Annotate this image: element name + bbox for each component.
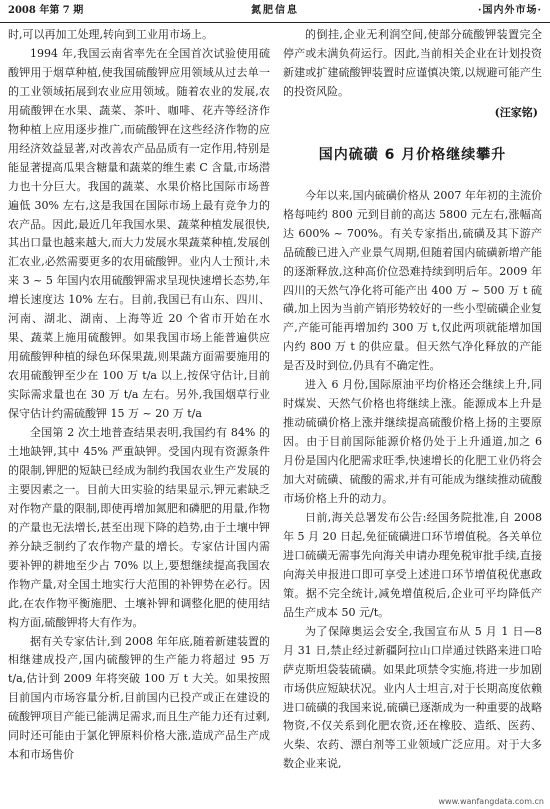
left-column — [8, 26, 270, 809]
paragraph: 1994 年,我国云南省率先在全国首次试验使用硫酸钾用于烟草种植,使我国硫酸钾应用领域从过去单一的工业领域拓展到农业应用领域。随着农业的发展,农用硫酸钾在水果、蔬菜、茶叶、咖啡、花卉等经济作物种植上应用逐步推广,而硫酸钾在这些经济作物的应用经济效益显著,对改善农产品品质有一定作用,特别是能显著提高瓜果含糖量和蔬菜的维生素 C 含量,市场潜力也十分巨大。我国的蔬菜、水果价格比国际市场普遍低 30% 左右,这是我国在国际市场上最有竞争力的农产品。因此,最近几年我国水果、蔬菜种植发展很快,其出口量也越来越大,而大力发展水果蔬菜种植,发展创汇农业,必然需要更多的农用硫酸钾。业内人士预计,未来 3 ~ 5 年国内农用硫酸钾需求呈现快速增长态势,年增长速度达 10% 左右。目前,我国已有山东、四川、河南、湖北、湖南、上海等近 20 个省市开始在水果、蔬菜上施用硫酸钾。如果我国市场上能普遍供应用硫酸钾种植的绿色环保果蔬,则果蔬方面需要施用的农用硫酸钾至少在 100 万 t/a 以上,按保守估计,目前实际需求量也在 30 万 t/a 左右。另外,我国烟草行业保守估计约需硫酸钾 15 万 ~ 20 万 t/a — [8, 46, 270, 421]
right-column — [283, 26, 542, 809]
section-name: ·国内外市场· — [478, 5, 542, 16]
page-header — [0, 0, 550, 23]
paragraph: 据有关专家估计,到 2008 年年底,随着新建装置的相继建成投产,国内硫酸钾的生产能力将超过 95 万 t/a,估计到 2009 年将突破 100 万 t 大关。如果按照目前国内市场容量分析,目前国内已投产或正在建设的硫酸钾项目产能已能满足需求,而且生产能力还有过剩,同时还可能由于氯化钾原料价格大涨,造成产品生产成本和市场售价 — [8, 634, 270, 762]
author-byline: (汪家铭) — [494, 105, 538, 119]
paragraph: 时,可以再加工处理,转向到工业用市场上。 — [8, 28, 213, 41]
watermark: www.wanfangdata.com.cn — [438, 797, 544, 806]
paragraph: 日前,海关总署发布公告:经国务院批准,自 2008 年 5 月 20 日起,免征硫磺进口环节增值税。各关单位进口硫磺无需事先向海关申请办理免税审批手续,直接向海关申报进口即可享受上述进口环节增值税优惠政策。据不完全统计,减免增值税后,企业可平均降低产品生产成本 50 元/t。 — [283, 510, 542, 619]
journal-name: 氮肥信息 — [251, 5, 299, 16]
paragraph: 全国第 2 次土地普查结果表明,我国约有 84% 的土地缺钾,其中 45% 严重缺钾。受国内现有资源条件的限制,钾肥的短缺已经成为制约我国农业生产发展的主要因素之一。目前大田实验的结果显示,钾元素缺乏对作物产量的限制,即使再增加氮肥和磷肥的用量,作物的产量也无法增长,甚至出现下降的趋势,由于土壤中钾养分缺乏制约了农作物产量的增长。专家估计国内需要补钾的耕地至少占 70% 以上,要想继续提高我国农作物产量,对全国土地实行大范围的补钾势在必行。因此,在农作物平衡施肥、土壤补钾和调整化肥的使用结构方面,硫酸钾将大有作为。 — [8, 426, 270, 629]
paragraph: 的倒挂,企业无利润空间,使部分硫酸钾装置完全停产或未满负荷运行。因此,当前相关企业在计划投资新建或扩建硫酸钾装置时应谨慎决策,以规避可能产生的投资风险。 — [283, 28, 542, 98]
issue-label: 2008 年第 7 期 — [8, 5, 84, 16]
paragraph: 今年以来,国内硫磺价格从 2007 年年初的主流价格每吨约 800 元到目前的高达 5800 元左右,涨幅高达 600% ~ 700%。有关专家指出,硫磺及其下游产品硫酸已进入产业景气周期,但随着国内硫磺新增产能的逐渐释放,这种高价位恐难持续到明后年。2009 年四川的天然气净化将可能产出 400 万 ~ 500 万 t 硫磺,加上因为当前产销形势较好的一些小型硫磺企业复产,产能可能再增加约 300 万 t,仅此两项就能增加国内约 800 万 t 的供应量。但天然气净化释放的产能是否及时到位,仍具有不确定性。 — [283, 188, 542, 373]
paragraph: 为了保障奥运会安全,我国宣布从 5 月 1 日—8 月 31 日,禁止经过新疆阿拉山口岸通过铁路来进口哈萨克斯坦袋装硫磺。如果此项禁令实施,将进一步加剧市场供应短缺状况。业内人士坦言,对于长期高度依赖进口硫磺的我国来说,硫磺已逐渐成为一种重要的战略物资,不仅关系到化肥农资,还在橡胶、造纸、医药、火柴、农药、漂白剂等工业领域广泛应用。对于大多数企业来说, — [283, 624, 542, 771]
article-title: 国内硫磺 6 月价格继续攀升 — [318, 146, 507, 163]
paragraph: 进入 6 月份,国际原油平均价格还会继续上升,同时煤炭、天然气价格也将继续上涨。能源成本上升是推动硫磺价格上涨并继续提高硫酸价格上扬的主要原因。由于目前国际能源价格仍处于上升通道,加之 6 月份是国内化肥需求旺季,快速增长的化肥工业仍将会加大对硫磺、硫酸的需求,并有可能成为继续推动硫酸市场价格上升的动力。 — [283, 378, 542, 506]
